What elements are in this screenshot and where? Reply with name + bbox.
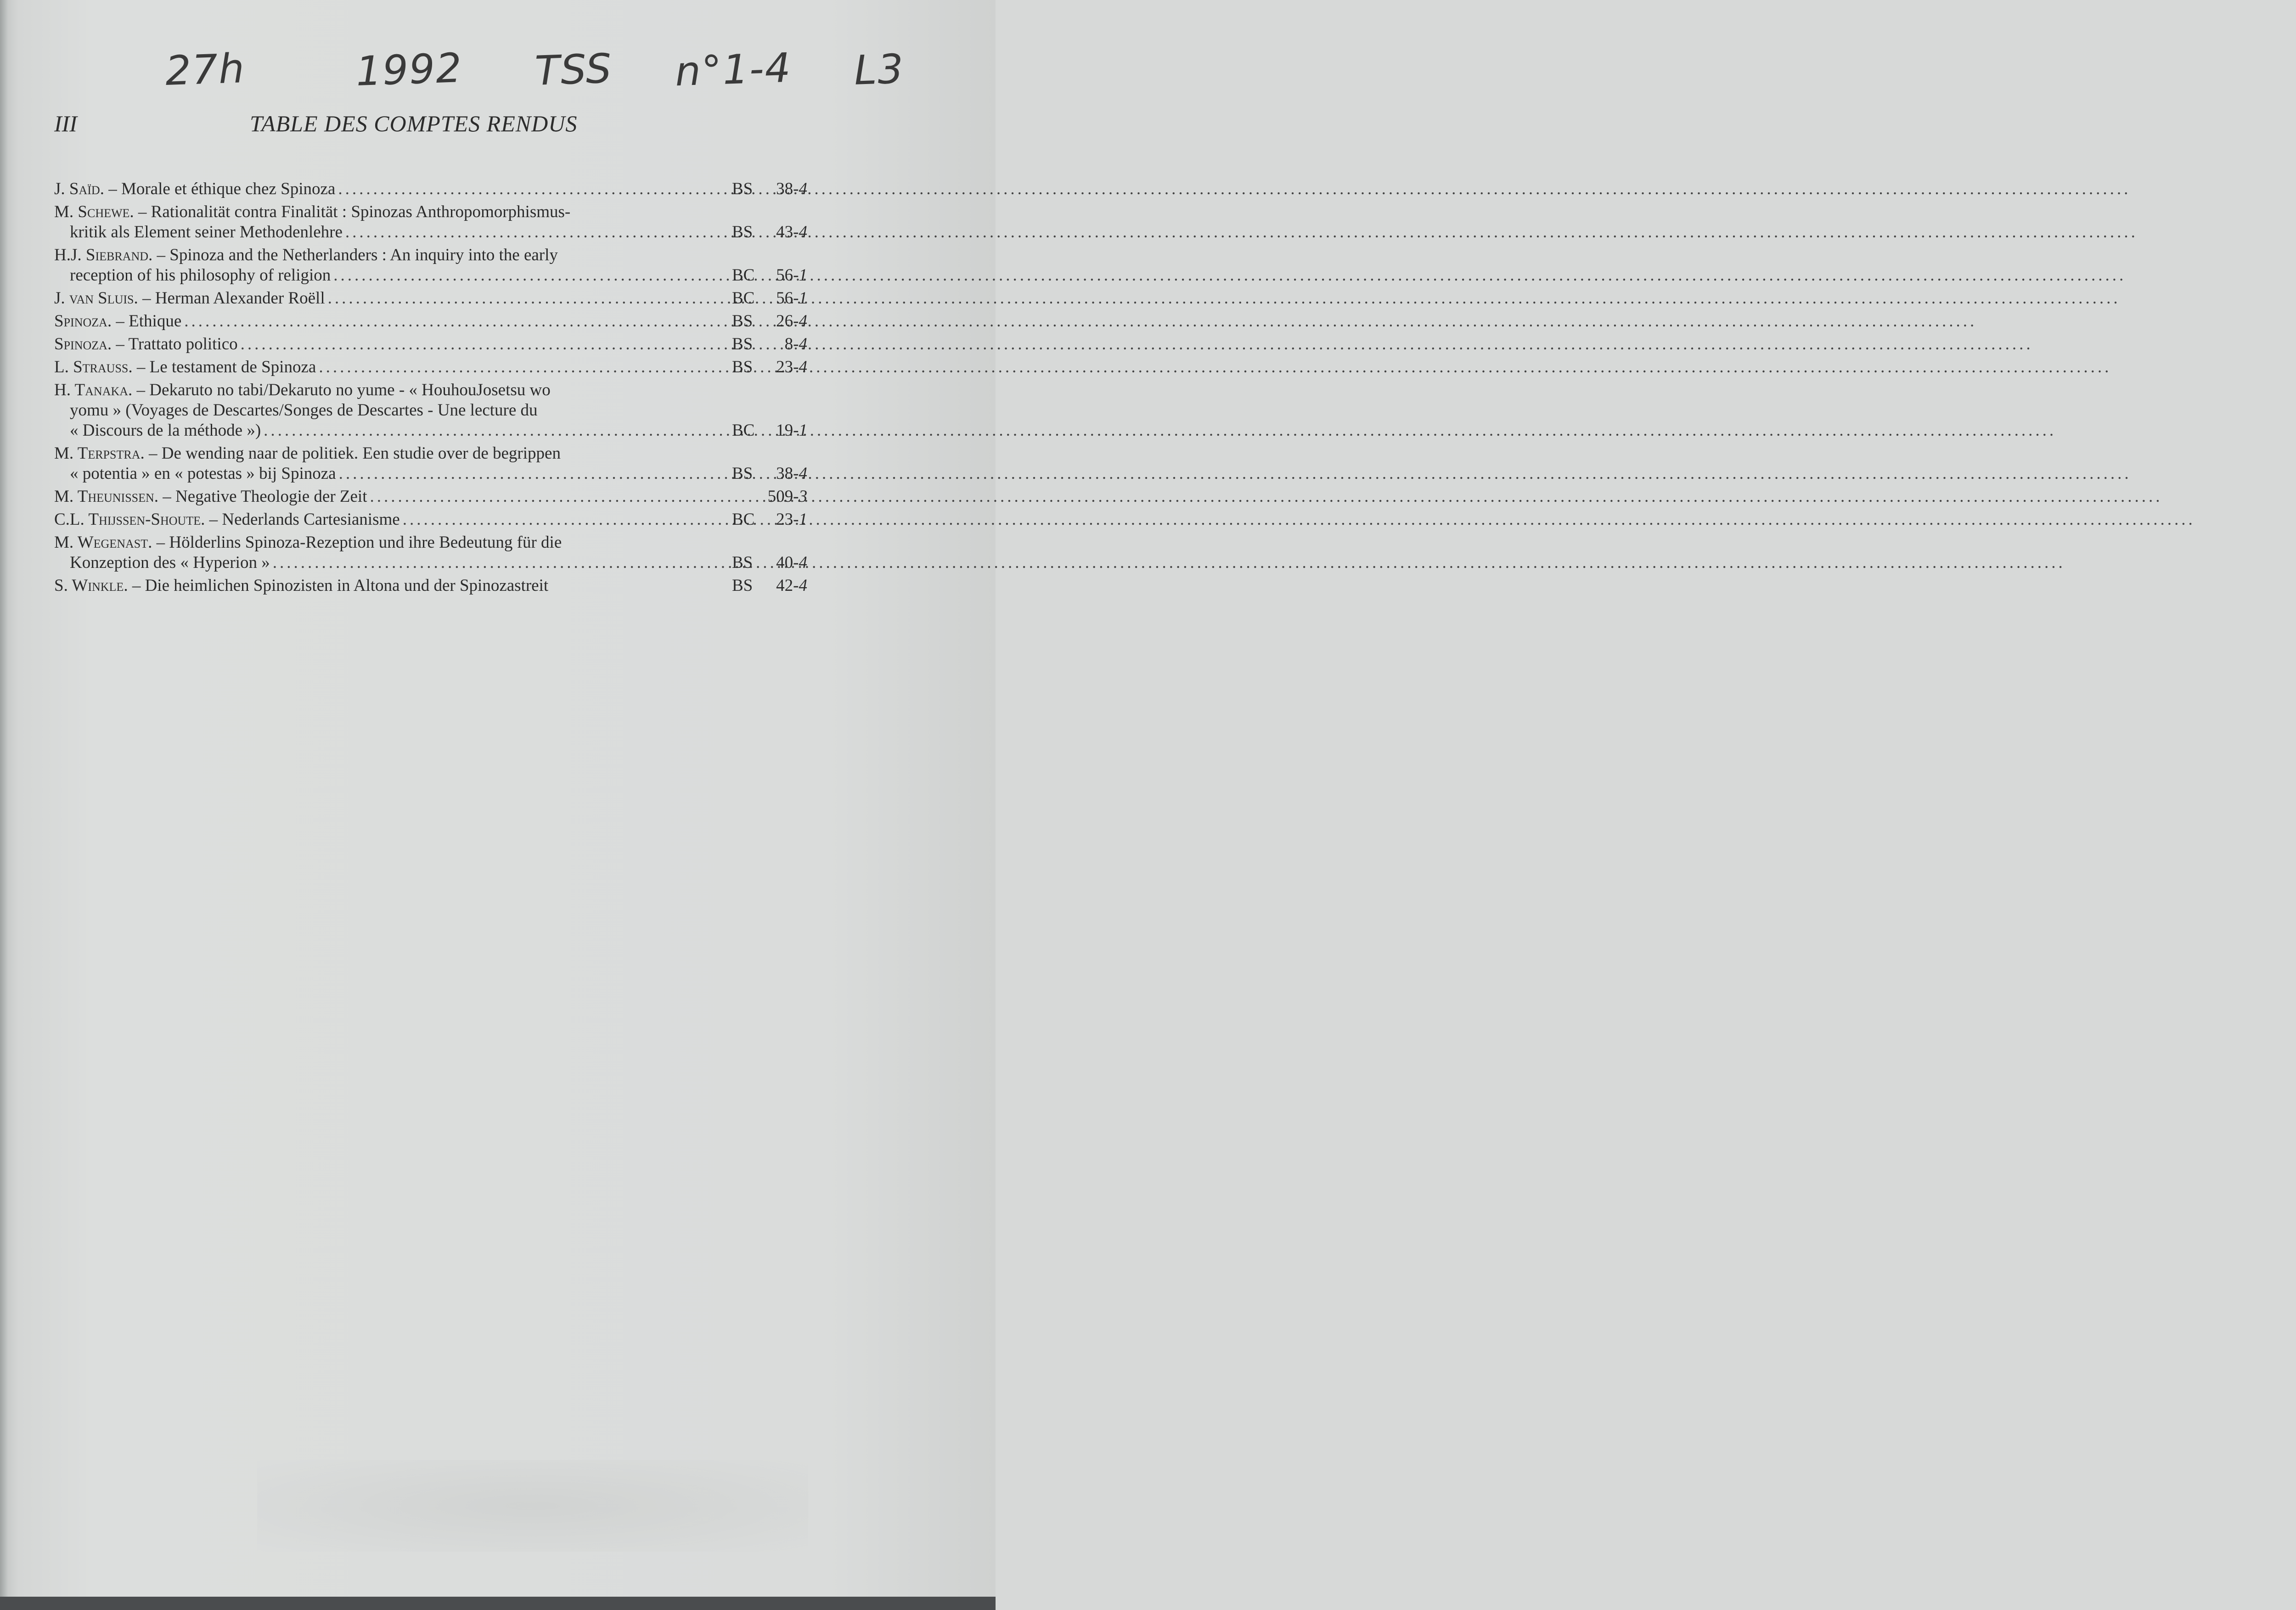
entry-title-line: kritik als Element seiner Methodenlehre [70,223,343,241]
entry-reference: 19-1 [776,421,807,440]
review-entry: Spinoza. – Ethique ..... BS 26-4 [54,311,807,331]
entry-series: BS [732,358,753,376]
entry-issue: 1 [799,421,807,440]
entry-title-line: Die heimlichen Spinozisten in Altona und der Spinozastreit [145,576,549,595]
review-entry: H.J. Siebrand. – Spinoza and the Netherlanders : An inquiry into the early reception of his philosophy of religion ..... BC 56-1 [54,245,807,286]
entry-issue: 1 [799,289,807,308]
entry-title-line: Hölderlins Spinoza-Rezeption und ihre Bedeutung für die [169,533,562,552]
handwritten-note-part: 27h [164,44,246,95]
entry-author: J. Saïd [54,180,100,198]
scan-bottom-edge [0,1597,996,1610]
entry-reference: 23-1 [776,510,807,529]
entry-issue: 4 [799,358,807,376]
dot-leader [338,179,719,199]
entry-series: BS [732,553,753,572]
entry-volume: 23 [776,358,793,376]
entry-issue: 4 [799,553,807,572]
entry-issue: 1 [799,266,807,285]
entry-series: BS [732,223,753,241]
entry-reference: 8-4 [784,335,807,353]
entry-title-line: yomu » (Voyages de Descartes/Songes de Descartes - Une lecture du [70,401,538,420]
entry-author: L. Strauss [54,358,129,376]
entry-title-line: Negative Theologie der Zeit [175,487,367,506]
entry-issue: 1 [799,510,807,529]
review-entry: L. Strauss. – Le testament de Spinoza ..... BS 23-4 [54,357,807,377]
handwritten-note-part: TSS [534,45,613,95]
entry-volume: 38 [776,464,793,483]
entry-author: Spinoza [54,335,107,353]
dot-leader [403,510,719,530]
entry-title-line: Herman Alexander Roëll [155,289,325,308]
entry-issue: 4 [799,335,807,353]
entry-reference: 56-1 [776,289,807,308]
entry-volume: 509 [767,487,793,506]
entry-issue: 4 [799,576,807,595]
entry-author: M. Wegenast [54,533,148,552]
entry-series: BC [732,266,755,285]
page-title: TABLE DES COMPTES RENDUS [250,111,578,136]
entry-author: M. Terpstra [54,444,141,463]
entry-author: M. Theunissen [54,487,154,506]
dot-leader [184,311,719,331]
entry-series: BS [732,335,753,353]
dot-leader [264,421,719,441]
entry-title-line: Morale et éthique chez Spinoza [121,180,336,198]
entry-author: C.L. Thijssen-Shoute [54,510,201,529]
entry-volume: 56 [776,289,793,308]
entry-series: BS [732,576,753,595]
bleed-through-smudge [257,1460,808,1552]
review-entry: S. Winkle. – Die heimlichen Spinozisten in Altona und der Spinozastreit BS 42-4 [54,576,807,595]
entry-author: H.J. Siebrand [54,246,148,264]
dot-leader [339,464,719,484]
dot-leader [319,357,719,377]
handwritten-note-part: n°1-4 [674,44,793,95]
entry-issue: 4 [799,312,807,331]
entry-series: BS [732,312,753,331]
entry-issue: 4 [799,223,807,241]
review-entry: M. Wegenast. – Hölderlins Spinoza-Rezeption und ihre Bedeutung für die Konzeption des « Hyperion » ..... BS 40-4 [54,533,807,573]
entry-title-line: Nederlands Cartesianisme [222,510,400,529]
entry-reference: 43-4 [776,223,807,241]
handwritten-note-part: 1992 [355,44,463,95]
entry-reference: 26-4 [776,312,807,331]
entry-reference: 509-3 [767,487,807,506]
entry-title-line: reception of his philosophy of religion [70,266,331,285]
dot-leader [345,222,719,242]
entry-author: Spinoza [54,312,107,331]
dot-leader [370,487,720,507]
entry-title-line: Dekaruto no tabi/Dekaruto no yume - « HouhouJosetsu wo [149,381,551,399]
entry-title-line: Spinoza and the Netherlanders : An inquiry into the early [169,246,558,264]
running-header [54,110,793,142]
review-entry: Spinoza. – Trattato politico ..... BS 8-4 [54,334,807,354]
entry-reference: 38-4 [776,464,807,483]
entry-title-line: Trattato politico [128,335,238,353]
dot-leader [328,288,719,309]
dot-leader [333,265,719,286]
entry-reference: 40-4 [776,553,807,572]
entry-title-line: « potentia » en « potestas » bij Spinoza [70,464,336,483]
page-number: III [54,111,77,136]
scan-left-edge [0,0,8,1610]
entry-series: BC [732,510,755,529]
entry-author: S. Winkle [54,576,124,595]
entry-title-line: Rationalität contra Finalität : Spinozas Anthropomorphismus- [151,202,571,221]
entry-issue: 3 [799,487,807,506]
entry-volume: 56 [776,266,793,285]
handwritten-note-part: L3 [853,45,905,94]
entry-volume: 40 [776,553,793,572]
entry-issue: 4 [799,464,807,483]
entry-reference: 56-1 [776,266,807,285]
entry-issue: 4 [799,180,807,198]
entry-reference: 23-4 [776,358,807,376]
entry-volume: 23 [776,510,793,529]
entry-title-line: Le testament de Spinoza [149,358,316,376]
entry-author: M. Schewe [54,202,130,221]
entry-series: BC [732,289,755,308]
entry-volume: 19 [776,421,793,440]
entry-series: BS [732,464,753,483]
entry-volume: 8 [784,335,793,353]
review-entry: J. van Sluis. – Herman Alexander Roëll ..... BC 56-1 [54,288,807,309]
review-entry: C.L. Thijssen-Shoute. – Nederlands Cartesianisme ..... BC 23-1 [54,510,807,530]
entry-author: H. Tanaka [54,381,129,399]
dot-leader [241,334,719,354]
entry-title-line: « Discours de la méthode ») [70,421,261,440]
dot-leader [273,553,719,573]
entry-title-line: Konzeption des « Hyperion » [70,553,270,572]
entry-title-line: De wending naar de politiek. Een studie over de begrippen [161,444,561,463]
entry-volume: 38 [776,180,793,198]
entry-series: BS [732,180,753,198]
entry-reference: 38-4 [776,180,807,198]
review-entry: J. Saïd. – Morale et éthique chez Spinoza ..... BS 38-4 [54,179,807,199]
review-entry: M. Theunissen. – Negative Theologie der Zeit ..... 509-3 [54,487,807,507]
review-entry: H. Tanaka. – Dekaruto no tabi/Dekaruto no yume - « HouhouJosetsu wo yomu » (Voyages de Descartes/Songes de Descartes - Une lecture du « Discours de la méthode ») ..... BC 19-1 [54,380,807,441]
entry-title-line: Ethique [129,312,182,331]
entry-volume: 26 [776,312,793,331]
entry-volume: 42 [776,576,793,595]
review-entry: M. Schewe. – Rationalität contra Finalität : Spinozas Anthropomorphismus- kritik als Element seiner Methodenlehre ..... BS 43-4 [54,202,807,242]
entry-reference: 42-4 [776,576,807,595]
entry-author: J. van Sluis [54,289,134,308]
entry-volume: 43 [776,223,793,241]
review-index-list [54,179,807,599]
review-entry: M. Terpstra. – De wending naar de politiek. Een studie over de begrippen « potentia » en « potestas » bij Spinoza ..... BS 38-4 [54,443,807,484]
entry-series: BC [732,421,755,440]
